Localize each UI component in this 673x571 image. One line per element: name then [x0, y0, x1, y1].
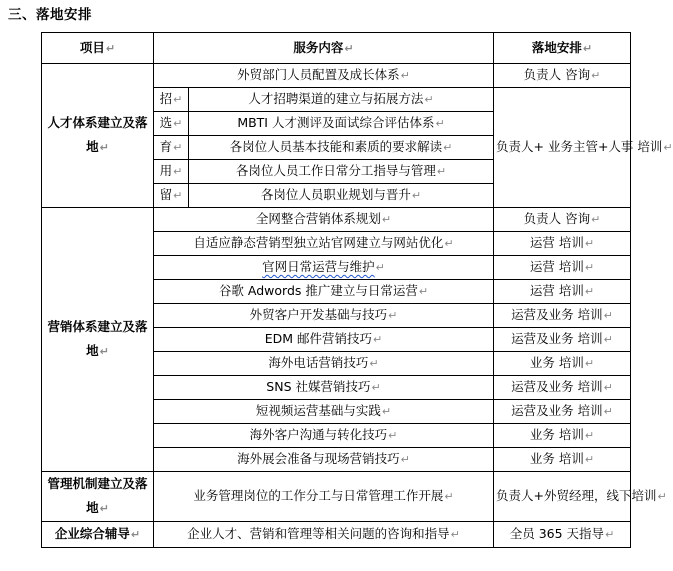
arrangement-cell: 负责人 咨询↵: [494, 64, 631, 88]
section-heading: 三、落地安排: [8, 7, 92, 23]
arrangement-cell: 运营 培训↵: [494, 280, 631, 304]
category-management: 管理机制建立及落地↵: [42, 472, 154, 522]
service-content: 海外客户沟通与转化技巧↵: [154, 424, 494, 448]
table-header-row: [42, 33, 631, 64]
service-content: 人才招聘渠道的建立与拓展方法↵: [189, 88, 494, 112]
header-project: 项目↵: [42, 33, 154, 64]
service-content: 各岗位人员基本技能和素质的要求解读↵: [189, 136, 494, 160]
service-content: 自适应静态营销型独立站官网建立与网站优化↵: [154, 232, 494, 256]
service-content: 外贸部门人员配置及成长体系↵: [154, 64, 494, 88]
header-arrangement: 落地安排↵: [494, 33, 631, 64]
service-content: SNS 社媒营销技巧↵: [154, 376, 494, 400]
service-content: EDM 邮件营销技巧↵: [154, 328, 494, 352]
table-row: [42, 522, 631, 548]
service-content: 业务管理岗位的工作分工与日常管理工作开展↵: [154, 472, 494, 522]
table-row: [42, 64, 631, 88]
category-coaching: 企业综合辅导↵: [42, 522, 154, 548]
arrangement-cell: 业务 培训↵: [494, 352, 631, 376]
service-content: 官网日常运营与维护↵: [154, 256, 494, 280]
abbr-cell: 用↵: [154, 160, 189, 184]
service-content: 短视频运营基础与实践↵: [154, 400, 494, 424]
arrangement-cell: 运营及业务 培训↵: [494, 328, 631, 352]
service-content: 各岗位人员职业规划与晋升↵: [189, 184, 494, 208]
arrangement-cell: 运营 培训↵: [494, 232, 631, 256]
service-content: 谷歌 Adwords 推广建立与日常运营↵: [154, 280, 494, 304]
arrangement-cell: 全员 365 天指导↵: [494, 522, 631, 548]
arrangement-cell: 运营及业务 培训↵: [494, 304, 631, 328]
table-row: [42, 472, 631, 522]
arrangement-cell: 负责人 咨询↵: [494, 208, 631, 232]
abbr-cell: 育↵: [154, 136, 189, 160]
arrangement-cell: 负责人+外贸经理，线下培训↵: [494, 472, 631, 522]
header-service: 服务内容↵: [154, 33, 494, 64]
table-row: [42, 208, 631, 232]
arrangement-cell-talent: 负责人+ 业务主管+人事 培训↵: [494, 88, 631, 208]
service-content: 海外电话营销技巧↵: [154, 352, 494, 376]
abbr-cell: 留↵: [154, 184, 189, 208]
landing-plan-table: [41, 32, 673, 548]
arrangement-cell: 业务 培训↵: [494, 448, 631, 472]
abbr-cell: 招↵: [154, 88, 189, 112]
service-content: 各岗位人员工作日常分工指导与管理↵: [189, 160, 494, 184]
arrangement-cell: 运营及业务 培训↵: [494, 376, 631, 400]
category-marketing: 营销体系建立及落地↵: [42, 208, 154, 472]
service-content: 全网整合营销体系规划↵: [154, 208, 494, 232]
arrangement-cell: 运营 培训↵: [494, 256, 631, 280]
abbr-cell: 选↵: [154, 112, 189, 136]
service-content: MBTI 人才测评及面试综合评估体系↵: [189, 112, 494, 136]
arrangement-cell: 运营及业务 培训↵: [494, 400, 631, 424]
category-talent: 人才体系建立及落地↵: [42, 64, 154, 208]
arrangement-cell: 业务 培训↵: [494, 424, 631, 448]
service-content: 海外展会准备与现场营销技巧↵: [154, 448, 494, 472]
service-content: 外贸客户开发基础与技巧↵: [154, 304, 494, 328]
service-content: 企业人才、营销和管理等相关问题的咨询和指导↵: [154, 522, 494, 548]
